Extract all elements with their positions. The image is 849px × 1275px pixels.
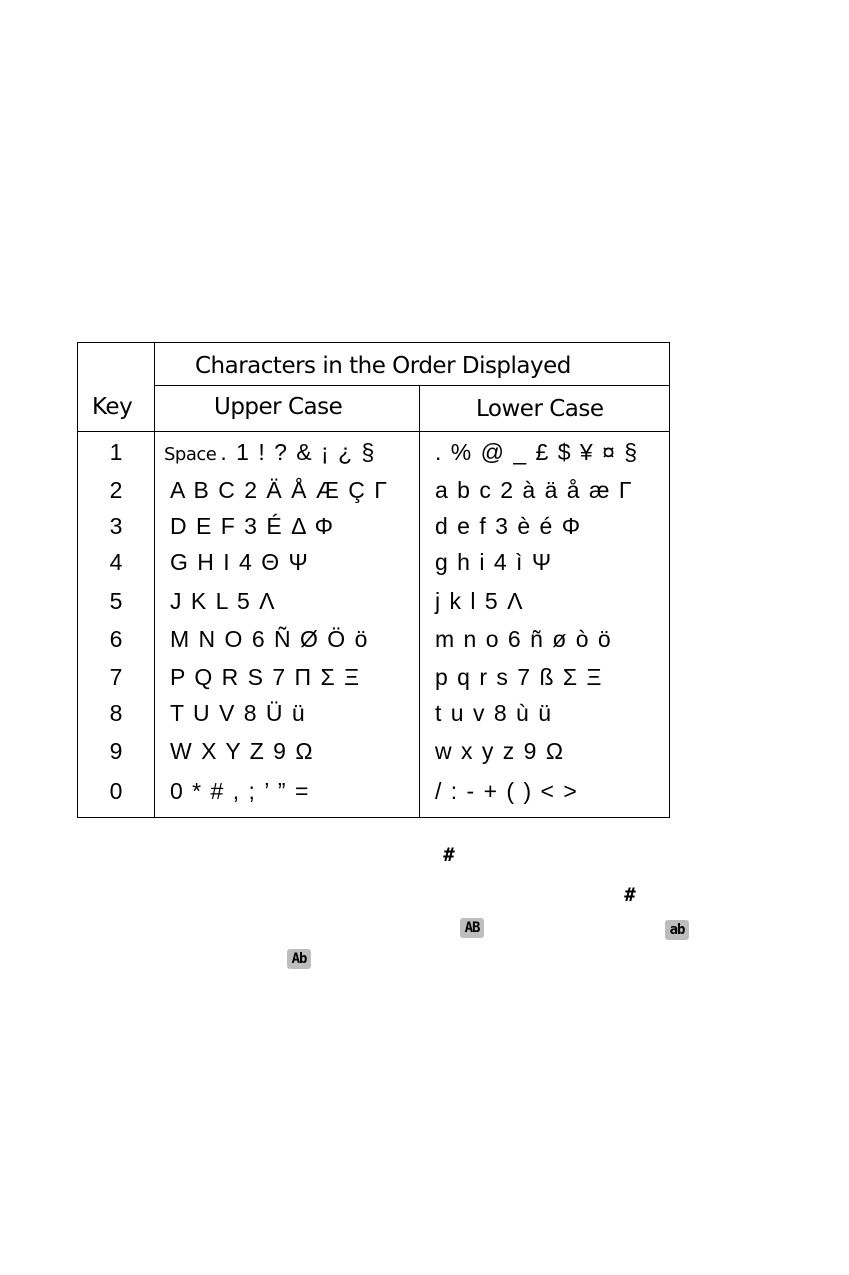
table-row: [78, 734, 669, 768]
key-cell: 3: [109, 513, 123, 539]
upper-case-mode-icon: AB: [460, 918, 484, 938]
upper-chars: . 1 ! ? & ¡ ¿ §: [220, 439, 375, 465]
key-cell: 0: [109, 778, 123, 804]
lower-case-header: Lower Case: [476, 396, 604, 422]
table-row: [78, 509, 669, 543]
table-title: Characters in the Order Displayed: [195, 353, 571, 379]
character-table: [77, 342, 670, 818]
body-divider: [78, 431, 669, 432]
upper-cell: W X Y Z 9 Ω: [170, 738, 313, 764]
upper-cell: 0 * # , ; ’ ” =: [170, 778, 309, 804]
key-cell: 5: [109, 588, 123, 614]
upper-cell: G H I 4 Θ Ψ: [170, 549, 308, 575]
key-cell: 4: [109, 549, 123, 575]
lower-cell: p q r s 7 ß Σ Ξ: [435, 664, 602, 690]
upper-cell: P Q R S 7 Π Σ Ξ: [170, 664, 360, 690]
lower-cell: a b c 2 à ä å æ Γ: [435, 477, 632, 503]
header-divider: [154, 385, 669, 386]
lower-cell: w x y z 9 Ω: [435, 738, 564, 764]
upper-cell: A B C 2 Ä Å Æ Ç Γ: [170, 477, 387, 503]
lower-cell: m n o 6 ñ ø ò ö: [435, 626, 611, 652]
table-row: [78, 696, 669, 730]
table-row: [78, 660, 669, 694]
key-column-header: Key: [92, 394, 133, 420]
lower-case-mode-icon: ab: [665, 920, 689, 940]
upper-cell: M N O 6 Ñ Ø Ö ö: [170, 626, 368, 652]
upper-cell: T U V 8 Ü ü: [170, 700, 305, 726]
key-cell: 7: [109, 664, 123, 690]
table-row: [78, 622, 669, 656]
upper-cell: D E F 3 É Δ Φ: [170, 513, 333, 539]
lower-cell: . % @ _ £ $ ¥ ¤ §: [435, 439, 638, 465]
lower-cell: g h i 4 ì Ψ: [435, 549, 552, 575]
key-cell: 2: [109, 477, 123, 503]
lower-cell: j k l 5 Λ: [435, 588, 523, 614]
table-row: [78, 584, 669, 618]
table-row: [78, 473, 669, 507]
table-row: [78, 774, 669, 808]
key-cell: 8: [109, 700, 123, 726]
upper-cell: J K L 5 Λ: [170, 588, 275, 614]
key-cell: 9: [109, 738, 123, 764]
hash-key-icon: #: [624, 884, 636, 906]
hash-key-icon: #: [443, 844, 455, 866]
lower-cell: / : - + ( ) < >: [435, 778, 577, 804]
table-row: [78, 545, 669, 579]
upper-cell: [164, 435, 374, 469]
table-row: [78, 435, 669, 469]
lower-cell: d e f 3 è é Φ: [435, 513, 581, 539]
sentence-case-mode-icon: Ab: [287, 949, 311, 969]
upper-case-header: Upper Case: [214, 394, 343, 420]
key-cell: 1: [109, 439, 123, 465]
space-label: Space: [164, 444, 217, 465]
lower-cell: t u v 8 ù ü: [435, 700, 552, 726]
key-cell: 6: [109, 626, 123, 652]
